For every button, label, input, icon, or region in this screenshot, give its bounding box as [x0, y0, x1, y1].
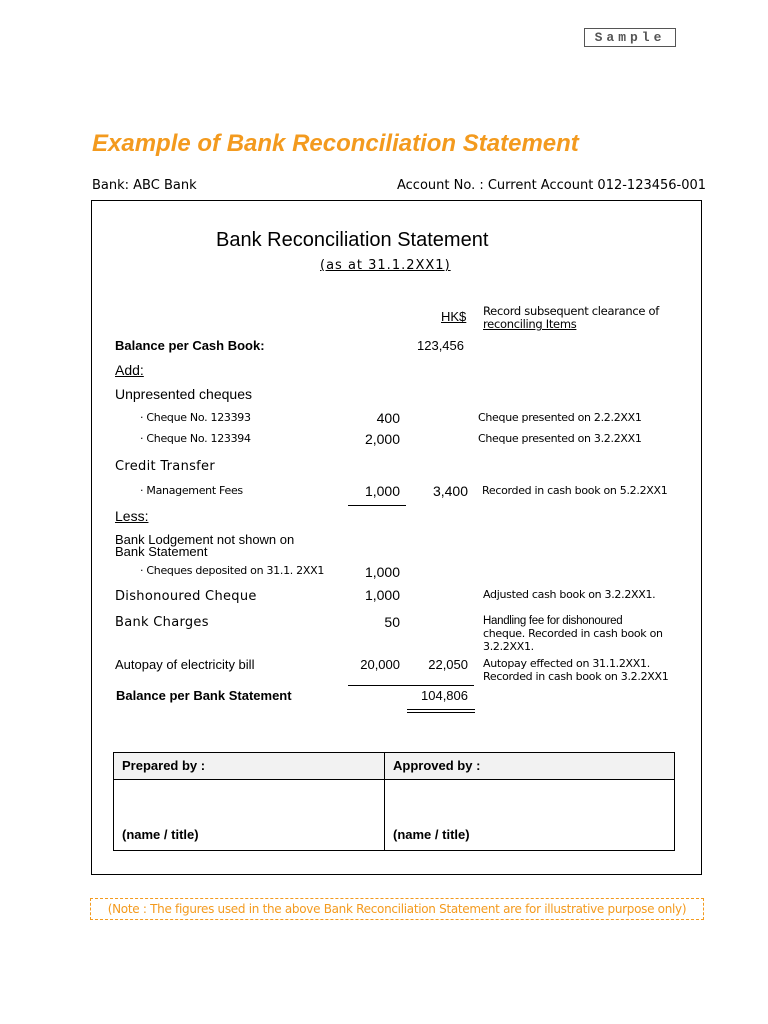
lodgement-label: Bank Lodgement not shown on — [115, 532, 295, 547]
bank-charges-remark-line2: cheque. Recorded in cash book on — [483, 627, 663, 640]
cheque-123394-label: · Cheque No. 123394 — [140, 432, 251, 445]
balance-bank-statement-label: Balance per Bank Statement — [116, 688, 292, 703]
sample-stamp: Sample — [584, 28, 676, 47]
add-label: Add: — [115, 362, 144, 378]
cheques-deposited-amount: 1,000 — [364, 564, 400, 580]
autopay-label: Autopay of electricity bill — [115, 657, 255, 672]
statement-date: (as at 31.1.2XX1) — [320, 258, 451, 273]
cheque-123393-remark: Cheque presented on 2.2.2XX1 — [478, 411, 642, 424]
double-rule-top — [407, 709, 475, 710]
approved-by-header: Approved by : — [385, 753, 675, 780]
management-fees-remark: Recorded in cash book on 5.2.2XX1 — [482, 484, 668, 497]
cheque-123393-amount: 400 — [376, 410, 400, 426]
remark-header-line2: reconciling Items — [483, 317, 577, 331]
bank-charges-amount: 50 — [384, 614, 400, 630]
balance-bank-statement-total: 104,806 — [421, 688, 468, 703]
signoff-table — [113, 752, 675, 851]
subtotal-rule — [348, 505, 406, 506]
dishonoured-cheque-remark: Adjusted cash book on 3.2.2XX1. — [483, 588, 656, 601]
autopay-remark-line2: Recorded in cash book on 3.2.2XX1 — [483, 670, 669, 683]
cheques-deposited-label: · Cheques deposited on 31.1. 2XX1 — [140, 564, 325, 577]
illustrative-note: (Note : The figures used in the above Bank Reconciliation Statement are for illustrative purpose only) — [90, 898, 704, 920]
remark-header: Record subsequent clearance of — [483, 304, 659, 318]
cheque-123393-label: · Cheque No. 123393 — [140, 411, 251, 424]
lodgement-label-line2: Bank Statement — [115, 544, 208, 559]
unpresented-cheques-label: Unpresented cheques — [115, 386, 252, 402]
management-fees-total: 3,400 — [432, 483, 468, 499]
prepared-by-header: Prepared by : — [114, 753, 385, 780]
double-rule-bottom — [407, 712, 475, 713]
dishonoured-cheque-amount: 1,000 — [364, 587, 400, 603]
autopay-remark: Autopay effected on 31.1.2XX1. — [483, 657, 650, 670]
statement-title: Bank Reconciliation Statement — [216, 229, 489, 251]
page-title: Example of Bank Reconciliation Statement — [92, 130, 579, 157]
less-label: Less: — [115, 508, 149, 524]
dishonoured-cheque-label: Dishonoured Cheque — [115, 589, 257, 604]
management-fees-label: · Management Fees — [140, 484, 243, 497]
approved-by-name: (name / title) — [385, 780, 675, 851]
bank-name: Bank: ABC Bank — [92, 178, 197, 193]
bank-charges-label: Bank Charges — [115, 615, 209, 630]
autopay-total: 22,050 — [428, 657, 468, 672]
total-rule — [348, 685, 474, 686]
prepared-by-name: (name / title) — [114, 780, 385, 851]
autopay-amount: 20,000 — [360, 657, 400, 672]
bank-charges-remark: Handling fee for dishonoured — [483, 615, 623, 627]
cheque-123394-remark: Cheque presented on 3.2.2XX1 — [478, 432, 642, 445]
management-fees-amount: 1,000 — [364, 483, 400, 499]
account-number: Account No. : Current Account 012-123456-001 — [397, 178, 707, 193]
balance-cash-book-total: 123,456 — [417, 338, 464, 353]
bank-charges-remark-line3: 3.2.2XX1. — [483, 640, 534, 653]
currency-header: HK$ — [441, 309, 467, 324]
balance-cash-book-label: Balance per Cash Book: — [115, 338, 265, 353]
credit-transfer-label: Credit Transfer — [115, 459, 216, 474]
cheque-123394-amount: 2,000 — [364, 431, 400, 447]
